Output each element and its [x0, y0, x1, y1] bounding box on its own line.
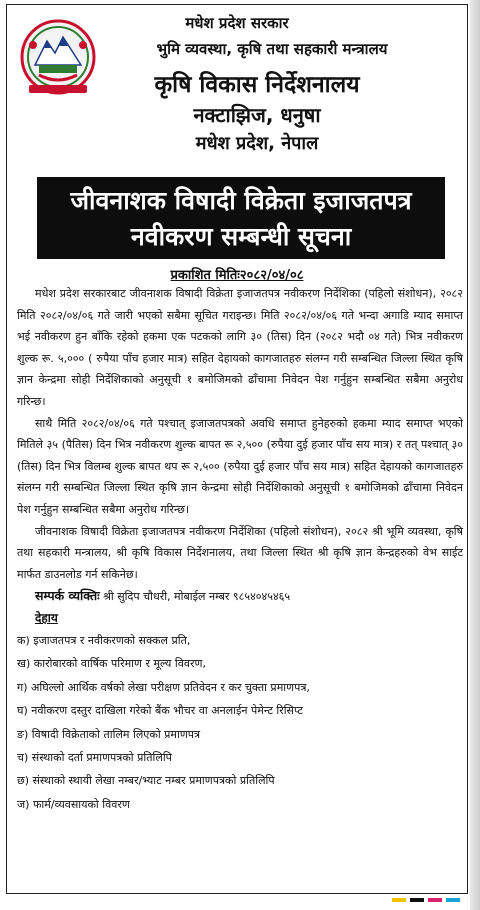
documents-list: [17, 629, 463, 816]
province-location: मधेश प्रदेश, नेपाल: [195, 133, 319, 154]
notice-document: [6, 4, 468, 894]
directorate-name: कृषि विकास निर्देशनालय: [154, 72, 360, 98]
print-registration-cyan: [446, 898, 460, 902]
paragraph-1: मधेश प्रदेश सरकारबाट जीवनाशक विषादी विक्रेता इजाजतपत्र नवीकरण निर्देशिका (पहिलो संशोधन), २०८२ मिति २०८२/०४/०६ गते जारी भएको सबैमा सूचित गराइन्छ। मिति २०८२/०४/०६ गते भन्दा अगाडि म्याद समाप्त भई नवीकरण हुन बाँकि रहेको हकमा एक पटकको लागि ३० (तिस) दिन (२०८२ भदौ ०४ गते) भित्र नवीकरण शुल्क रू. ५,००० ( रुपैया पाँच हजार मात्र) सहित देहायको कागजातहरु संलग्न गरी सम्बन्धित जिल्ला स्थित कृषि ज्ञान केन्द्रमा सोही निर्देशिकाको अनुसूची १ बमोजिमको ढाँचामा निवेदन पेश गर्नुहुन सम्बन्धित सबैमा अनुरोध गरिन्छ।: [17, 287, 463, 408]
government-name: मधेश प्रदेश सरकार: [185, 14, 289, 32]
list-item: च) संस्थाको दर्ता प्रमाणपत्रको प्रतिलिपि: [17, 750, 172, 764]
list-item: ङ) विषादी विक्रेताको तालिम लिएको प्रमाणपत्र: [17, 727, 201, 741]
documents-title: देहाय: [35, 610, 58, 625]
list-item: छ) संस्थाको स्थायी लेखा नम्बर/भ्याट नम्बर प्रमाणपत्रको प्रतिलिपि: [17, 774, 275, 788]
notice-body: [17, 283, 463, 816]
ministry-name: भुमि व्यवस्था, कृषि तथा सहकारी मन्त्रालय: [156, 40, 388, 58]
print-registration-magenta: [428, 898, 442, 902]
print-registration-yellow: [392, 898, 406, 902]
paragraph-3: जीवनाशक विषादी विक्रेता इजाजतपत्र नवीकरण निर्देशिका (पहिलो संशोधन), २०८२ श्री भूमि व्यवस्था, कृषि तथा सहकारी मन्त्रालय, श्री कृषि विकास निर्देशनालय, तथा जिल्ला स्थित श्री कृषि ज्ञान केन्द्रहरुको वेभ साईट मार्फत डाउनलोड गर्न सकिनेछ।: [17, 524, 463, 581]
contact-person: [17, 585, 463, 608]
notice-title-banner: [37, 177, 445, 259]
published-date: [7, 265, 467, 283]
office-location: नक्टाझिज, धनुषा: [193, 103, 321, 127]
print-registration-black: [410, 898, 424, 902]
contact-label: सम्पर्क व्यक्तिः: [35, 588, 100, 604]
list-item: घ) नवीकरण दस्तुर दाखिला गरेको बैंक भौचर वा अनलाईन पेमेन्ट रिसिप्ट: [17, 704, 303, 718]
notice-title-line2: नवीकरण सम्बन्धी सूचना: [130, 222, 352, 251]
page-edge-shadow: [470, 0, 480, 910]
list-item: ज) फार्म/व्यवसायको विवरण: [17, 797, 130, 811]
published-date-text: प्रकाशित मितिः२०८२/०४/०८: [170, 268, 304, 283]
list-item: ग) अघिल्लो आर्थिक वर्षको लेखा परीक्षण प्रतिवेदन र कर चुक्ता प्रमाणपत्र,: [17, 680, 310, 694]
paragraph-2: साथै मिति २०८२/०४/०६ गते पश्चात् इजाजतपत्रको अवधि समाप्त हुनेहरुको हकमा म्याद समाप्त भएको मितिले ३५ (पैतिस) दिन भित्र नवीकरण शुल्क बापत रू २,५०० (रुपैया दुई हजार पाँच सय मात्र) र तत् पश्चात् ३० (तिस) दिन भित्र विलम्ब शुल्क बापत थप रू २,५०० (रुपैया दुई हजार पाँच सय मात्र) सहित देहायको कागजातहरु संलग्न गरी सम्बन्धित जिल्ला स्थित कृषि ज्ञान केन्द्रमा सोही निर्देशिकाको अनुसूची १ बमोजिमको ढाँचामा निवेदन पेश गर्नुहुन सम्बन्धित सबैमा अनुरोध गरिन्छ।: [17, 416, 463, 516]
list-item: ख) कारोबारको वार्षिक परिमाण र मूल्य विवरण,: [17, 657, 206, 671]
notice-title-line1: जीवनाशक विषादी विक्रेता इजाजतपत्र: [70, 186, 412, 215]
notice-header: [7, 5, 467, 175]
contact-value: श्री सुदिप चौधरी, मोबाईल नम्बर ९८५४०४५४६५: [99, 590, 291, 604]
list-item: क) इजाजतपत्र र नवीकरणको सक्कल प्रति,: [17, 633, 191, 647]
